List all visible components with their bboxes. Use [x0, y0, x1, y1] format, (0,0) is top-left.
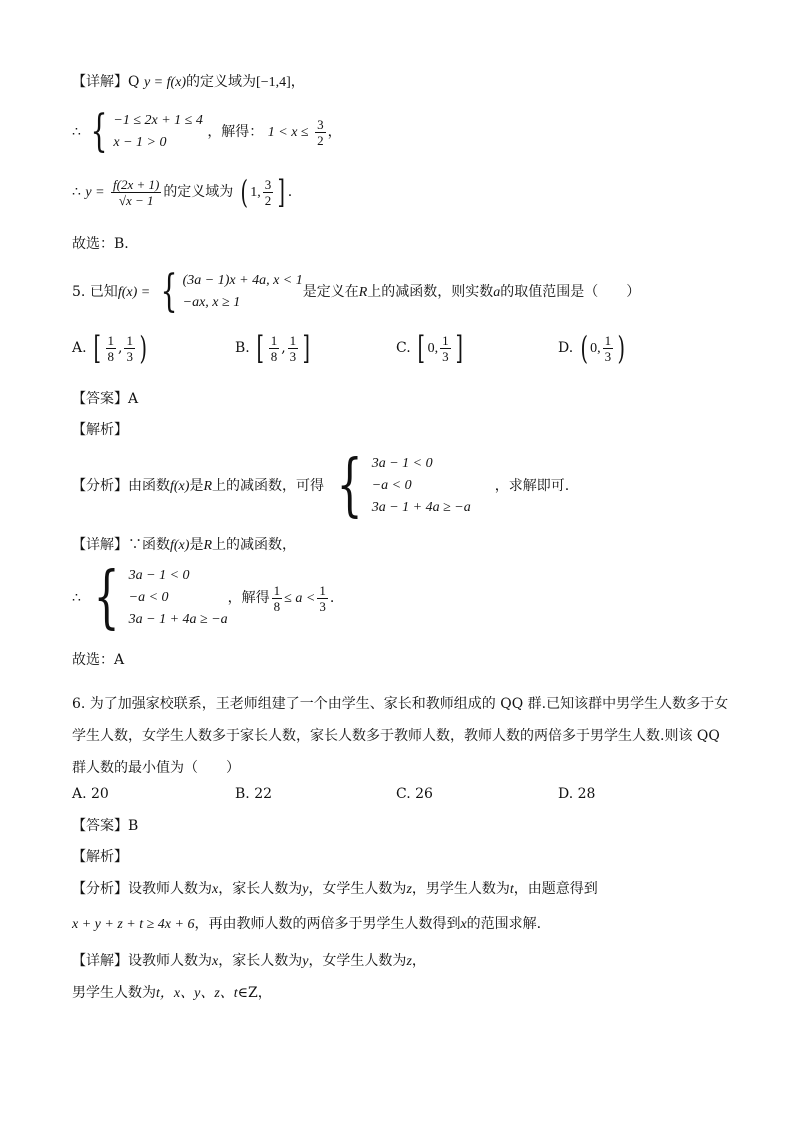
interval: [−1,4] — [256, 75, 291, 90]
solution-line-domain-result — [72, 173, 293, 211]
equation-system: { 3a − 1 < 0 −a < 0 3a − 1 + 4a ≥ −a — [337, 446, 471, 525]
punct: ， — [290, 74, 305, 90]
equation-system — [85, 106, 203, 157]
formula: y = — [85, 185, 105, 200]
solution-system-5: ∴ { 3a − 1 < 0 −a < 0 3a − 1 + 4a ≥ −a ，解得 $\frac{1}{8}$ ≤ a < $\frac{1}{3}$ . — [72, 558, 335, 637]
text: 的定义域为 — [163, 184, 234, 200]
tag-detail: 【详解】 — [72, 74, 128, 90]
equation-system: { 3a − 1 < 0 −a < 0 3a − 1 + 4a ≥ −a — [94, 558, 228, 637]
question-text: 6. 为了加强家校联系，王老师组建了一个由学生、家长和教师组成的 QQ 群.已知该群中男学生人数多于女 — [72, 696, 729, 712]
detail-line-6: 【详解】设教师人数为x，家长人数为y，女学生人数为z， — [72, 953, 426, 969]
therefore-symbol: ∴ — [72, 590, 81, 606]
answer-5: 【答案】A — [72, 391, 139, 407]
solution-line-domain — [72, 72, 305, 93]
formula: f(x) — [170, 479, 190, 494]
option-d[interactable]: D. 28 — [558, 786, 596, 802]
text: 的取值范围是（ ） — [500, 284, 641, 300]
detail-line-5: 【详解】∵函数f(x)是R上的减函数， — [72, 537, 296, 553]
q5-options — [72, 329, 722, 372]
text: 的定义域为 — [186, 74, 257, 90]
text: ，解得： — [207, 124, 264, 140]
analysis-line-5 — [72, 446, 570, 525]
fraction: $\frac{f(2x + 1)}{√x - 1}$ — [113, 176, 160, 208]
option-a[interactable]: A. 20 — [72, 786, 109, 802]
option-b[interactable]: B. [ $\frac{1}{8}$ , $\frac{1}{3}$ ] — [235, 329, 311, 367]
analysis-6: 【解析】 — [72, 849, 128, 865]
system-line: x − 1 > 0 — [113, 135, 167, 150]
text: 上的减函数，则实数 — [367, 284, 494, 300]
question-5 — [72, 266, 641, 317]
punct: ， — [327, 124, 342, 140]
var-a: a — [493, 285, 501, 300]
analysis-5: 【解析】 — [72, 422, 128, 438]
case-line: −ax, x ≥ 1 — [182, 295, 241, 310]
left-paren: ( — [240, 173, 248, 211]
set-r: R — [203, 479, 212, 494]
text: 由函数 — [128, 478, 170, 494]
question-number: 5. — [72, 284, 86, 300]
question-6 — [72, 688, 728, 784]
option-c[interactable]: C. 26 — [396, 786, 433, 802]
therefore-symbol: ∴ — [72, 184, 81, 200]
fraction: $\frac{3}{2}$ — [264, 176, 272, 208]
option-c[interactable]: C. [ 0, $\frac{1}{3}$ ] — [396, 329, 463, 367]
brace-icon: { — [337, 446, 364, 525]
text: ，求解即可. — [494, 478, 570, 494]
fraction: $\frac{3}{2}$ — [317, 116, 324, 148]
interval-left: 1, — [250, 185, 261, 200]
option-d[interactable]: D. ( 0, $\frac{1}{3}$ ) — [558, 329, 626, 367]
tag-analysis: 【分析】 — [72, 478, 128, 494]
case-line: (3a − 1)x + 4a, x < 1 — [182, 273, 303, 288]
brace-icon: { — [160, 266, 178, 317]
brace-icon: { — [94, 558, 120, 637]
option-a[interactable]: A. [ $\frac{1}{8}$ , $\frac{1}{3}$ ) — [72, 329, 147, 367]
formula: 1 < x ≤ — [267, 125, 309, 140]
choice-line-5: 故选：A — [72, 652, 125, 668]
text: 上的减函数，可得 — [212, 478, 324, 494]
set-r: R — [358, 285, 368, 300]
analysis-line-6b: x + y + z + t ≥ 4x + 6，再由教师人数的两倍多于男学生人数得到x的范围求解. — [72, 916, 542, 932]
choice-line: 故选：B. — [72, 236, 129, 252]
formula: y = f(x) — [143, 75, 187, 90]
question-text: 群人数的最小值为（ ） — [72, 760, 240, 776]
text: 是 — [189, 478, 204, 494]
analysis-line-6: 【分析】设教师人数为x，家长人数为y，女学生人数为z，男学生人数为t，由题意得到 — [72, 881, 598, 897]
system-line: −1 ≤ 2x + 1 ≤ 4 — [113, 113, 203, 128]
q6-options — [72, 786, 722, 806]
symbol-q: Q — [128, 74, 140, 90]
detail-line-6b: 男学生人数为t，x、y、z、t∈Z， — [72, 985, 272, 1001]
solution-system-1 — [72, 106, 342, 157]
question-text: 学生人数，女学生人数多于家长人数，家长人数多于教师人数，教师人数的两倍多于男学生人数.则该 QQ — [72, 728, 720, 744]
brace-icon: { — [90, 106, 108, 157]
right-bracket: ] — [277, 173, 286, 211]
answer-6: 【答案】B — [72, 818, 139, 834]
punct: . — [287, 184, 293, 200]
therefore-symbol: ∴ — [72, 124, 81, 140]
piecewise — [155, 266, 303, 317]
option-b[interactable]: B. 22 — [235, 786, 273, 802]
text: 已知 — [89, 284, 118, 300]
formula: f(x) = — [117, 285, 151, 300]
text: 是定义在 — [302, 284, 359, 300]
